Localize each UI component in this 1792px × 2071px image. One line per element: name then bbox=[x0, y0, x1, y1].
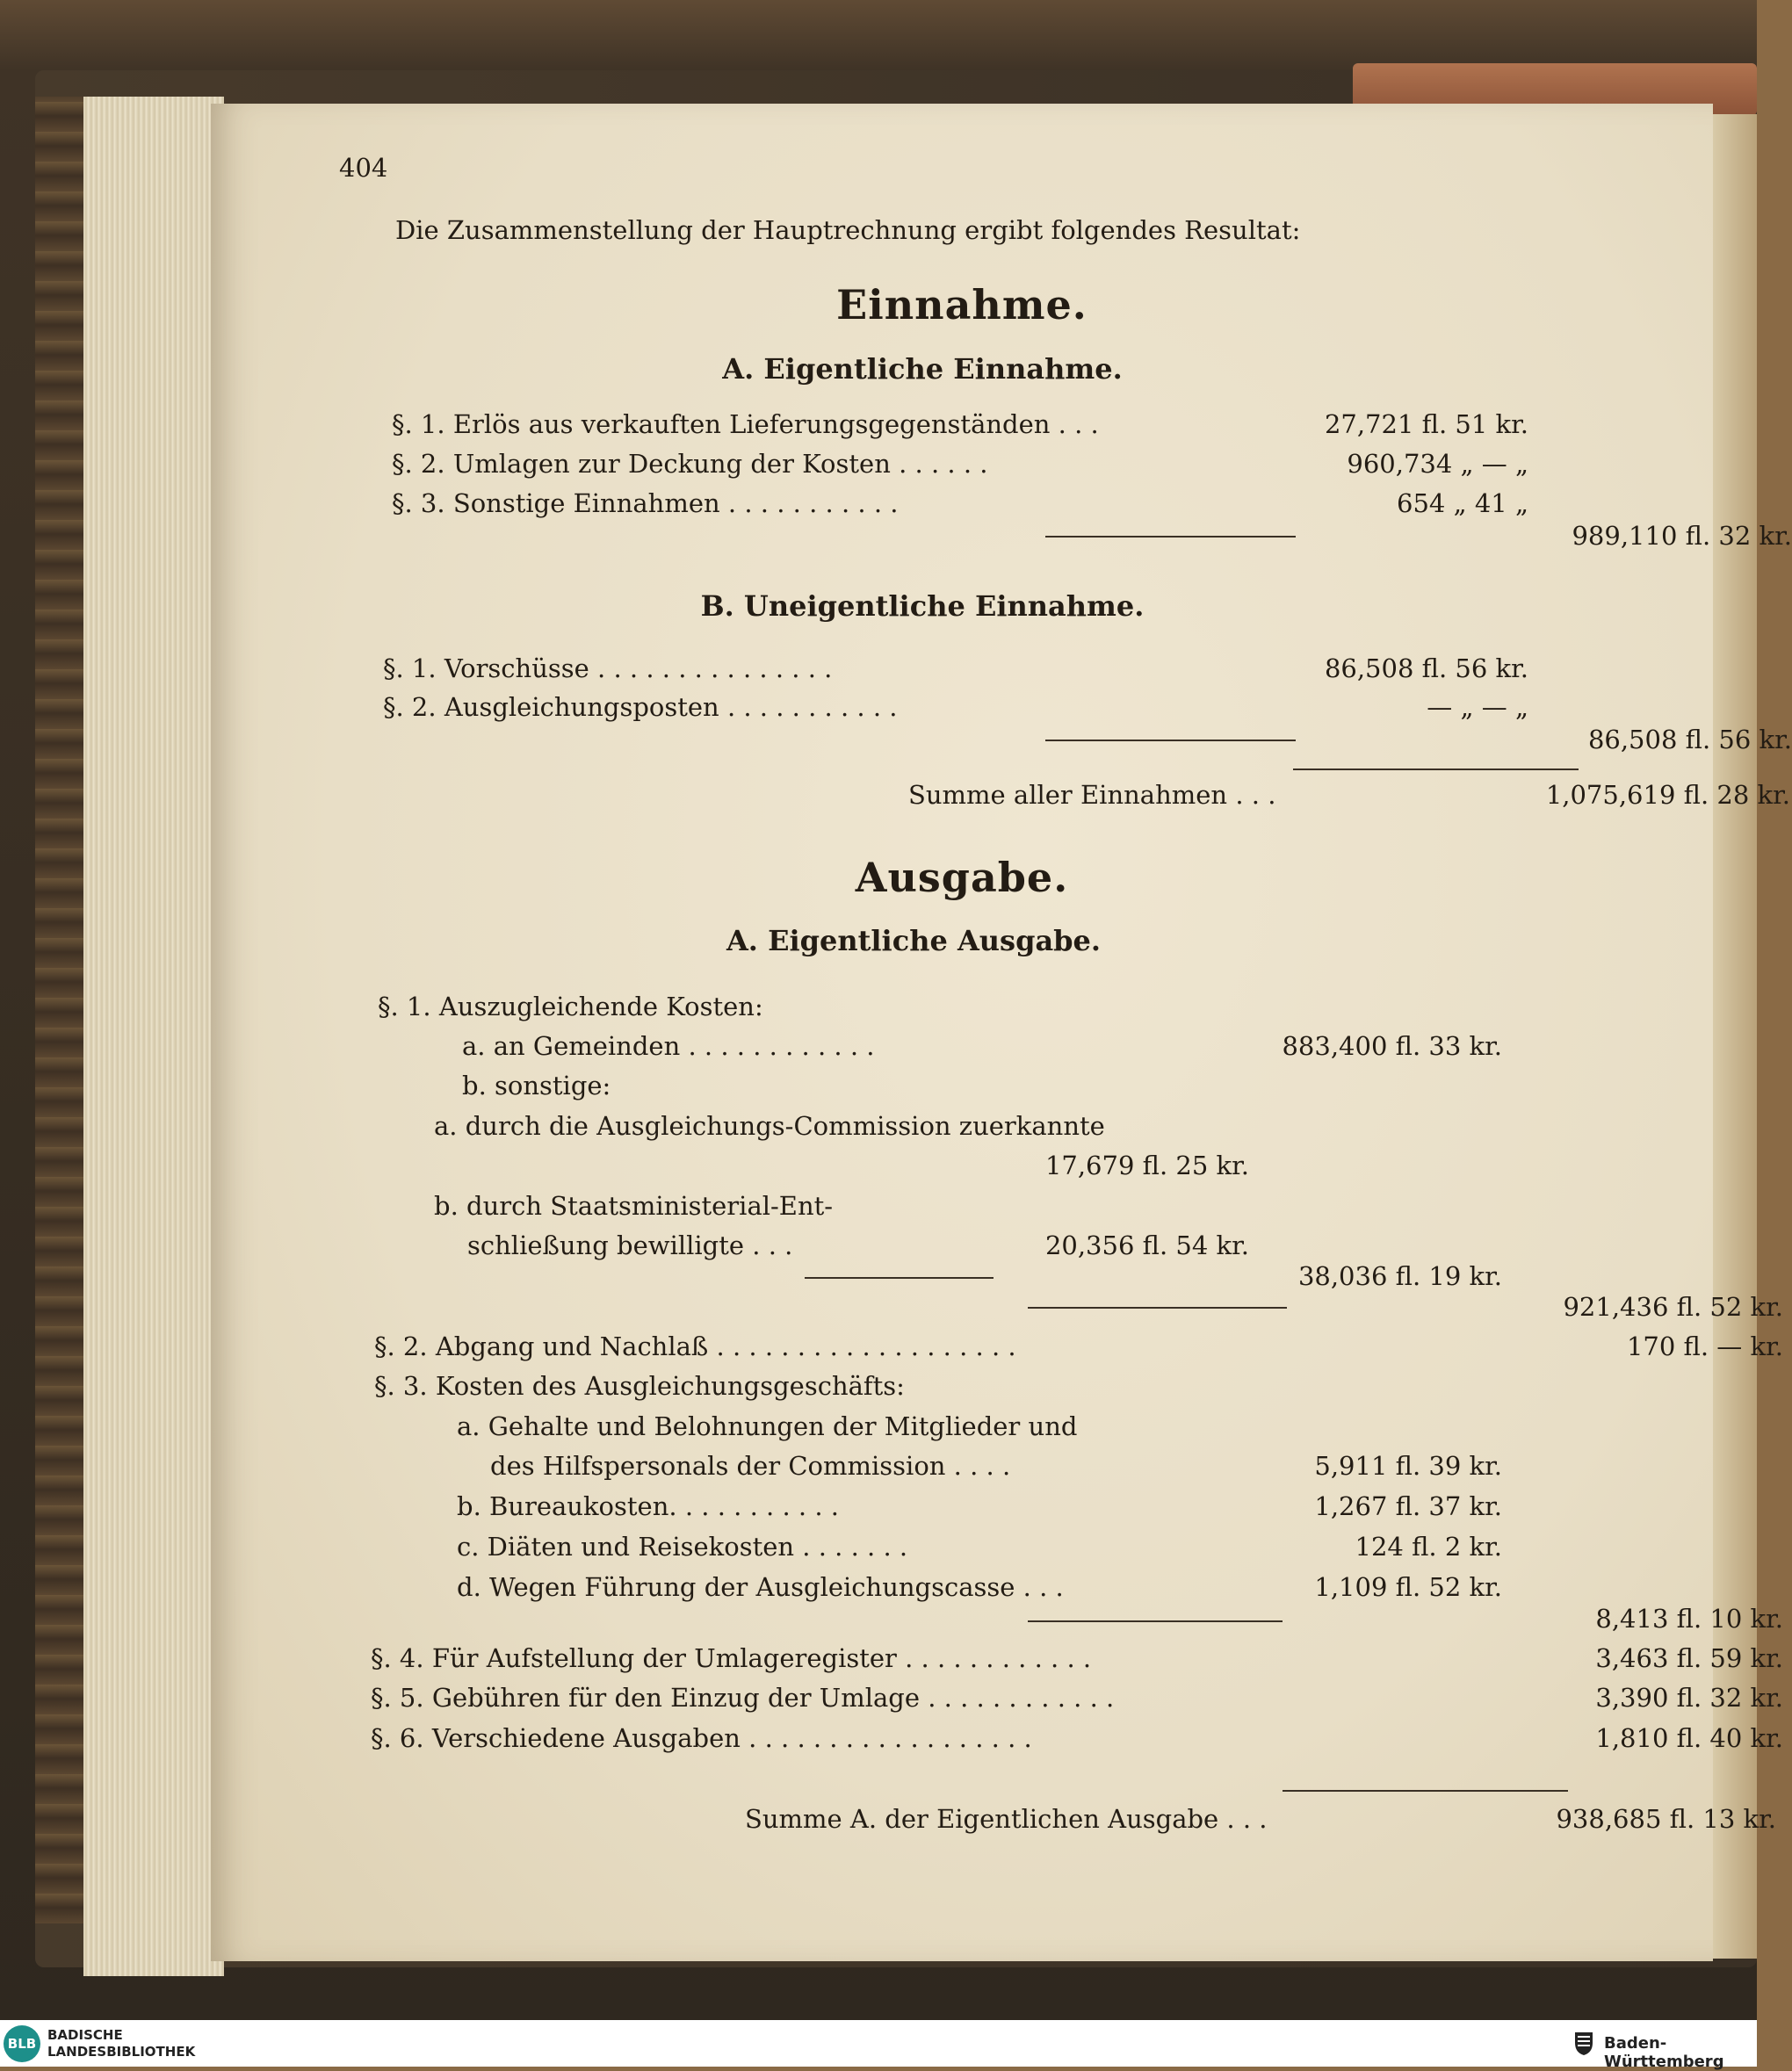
ausgabe-p6-amount: 1,810 fl. 40 kr. bbox=[1595, 1723, 1783, 1753]
ausgabe-p3-label: §. 3. Kosten des Ausgleichungsgeschäfts: bbox=[374, 1371, 905, 1401]
ausgabe-p1-bb-label-cont: schließung bewilligte . . . bbox=[467, 1230, 793, 1260]
ausgabe-p2-amount: 170 fl. — kr. bbox=[1626, 1331, 1783, 1361]
ausgabe-p3-d-label: d. Wegen Führung der Ausgleichungscasse . . . bbox=[457, 1572, 1064, 1602]
ausgabe-p3-d-amount: 1,109 fl. 52 kr. bbox=[1314, 1572, 1502, 1602]
ausgabe-p1-total: 921,436 fl. 52 kr. bbox=[1563, 1292, 1783, 1322]
einnahme-a-row-label: §. 1. Erlös aus verkauften Lieferungsgegenständen . . . bbox=[392, 409, 1099, 439]
einnahme-b-row-label: §. 1. Vorschüsse . . . . . . . . . . . . . . . bbox=[383, 653, 833, 683]
subtotal-rule bbox=[805, 1277, 994, 1279]
ausgabe-p3-b-amount: 1,267 fl. 37 kr. bbox=[1314, 1491, 1502, 1521]
subtotal-rule bbox=[1028, 1307, 1287, 1309]
footer-bar bbox=[0, 2020, 1757, 2067]
ausgabe-heading: Ausgabe. bbox=[855, 854, 1069, 901]
einnahme-b-heading: B. Uneigentliche Einnahme. bbox=[700, 589, 1145, 623]
book-page bbox=[211, 104, 1792, 1961]
ausgabe-p3-c-label: c. Diäten und Reisekosten . . . . . . . bbox=[457, 1532, 908, 1562]
ausgabe-p1-bb-amount: 20,356 fl. 54 kr. bbox=[1044, 1230, 1249, 1260]
ausgabe-p1-bb-label: b. durch Staatsministerial-Ent- bbox=[434, 1191, 834, 1221]
einnahme-a-heading: A. Eigentliche Einnahme. bbox=[722, 352, 1123, 386]
einnahme-b-row-label: §. 2. Ausgleichungsposten . . . . . . . . . . . bbox=[383, 692, 898, 722]
ausgabe-p3-total: 8,413 fl. 10 kr. bbox=[1595, 1604, 1783, 1634]
ausgabe-p1-ba-amount: 17,679 fl. 25 kr. bbox=[1044, 1151, 1249, 1180]
einnahme-a-row-amount: 654 „ 41 „ bbox=[1397, 488, 1528, 518]
ausgabe-p3-a-amount: 5,911 fl. 39 kr. bbox=[1314, 1451, 1502, 1481]
ausgabe-p1-a-label: a. an Gemeinden . . . . . . . . . . . . bbox=[462, 1031, 875, 1061]
coat-of-arms-icon bbox=[1572, 2029, 1595, 2057]
ausgabe-a-heading: A. Eigentliche Ausgabe. bbox=[726, 924, 1102, 957]
ausgabe-p3-b-label: b. Bureaukosten. . . . . . . . . . . bbox=[457, 1491, 839, 1521]
ausgabe-p5-amount: 3,390 fl. 32 kr. bbox=[1595, 1683, 1783, 1713]
einnahmen-sum-value: 1,075,619 fl. 28 kr. bbox=[1545, 780, 1790, 810]
ausgabe-p1-b-total: 38,036 fl. 19 kr. bbox=[1297, 1261, 1502, 1291]
ausgabe-p5-label: §. 5. Gebühren für den Einzug der Umlage . . . . . . . . . . . . bbox=[371, 1683, 1115, 1713]
page-number: 404 bbox=[339, 153, 388, 183]
total-rule bbox=[1293, 769, 1579, 770]
subtotal-rule bbox=[1045, 536, 1296, 538]
blb-logo-icon: BLB bbox=[4, 2025, 40, 2062]
einnahme-a-total: 989,110 fl. 32 kr. bbox=[1572, 521, 1792, 551]
ausgabe-p1-b-label: b. sonstige: bbox=[462, 1071, 611, 1100]
einnahme-a-row-label: §. 2. Umlagen zur Deckung der Kosten . . . . . . bbox=[392, 449, 988, 479]
library-name-line2: LANDESBIBLIOTHEK bbox=[47, 2044, 196, 2060]
ausgabe-sum-value: 938,685 fl. 13 kr. bbox=[1556, 1804, 1776, 1834]
book-spine bbox=[35, 97, 88, 1923]
right-page-edge bbox=[1713, 114, 1757, 1959]
einnahme-heading: Einnahme. bbox=[836, 281, 1087, 328]
einnahmen-sum-label: Summe aller Einnahmen . . . bbox=[908, 780, 1276, 810]
total-rule bbox=[1283, 1790, 1568, 1792]
einnahme-b-row-amount: 86,508 fl. 56 kr. bbox=[1324, 653, 1528, 683]
ausgabe-p4-amount: 3,463 fl. 59 kr. bbox=[1595, 1643, 1783, 1673]
subtotal-rule bbox=[1045, 740, 1296, 741]
ausgabe-p4-label: §. 4. Für Aufstellung der Umlageregister . . . . . . . . . . . . bbox=[371, 1643, 1092, 1673]
ausgabe-sum-label: Summe A. der Eigentlichen Ausgabe . . . bbox=[745, 1804, 1268, 1834]
einnahme-b-total: 86,508 fl. 56 kr. bbox=[1587, 725, 1792, 754]
ausgabe-p3-a-label-cont: des Hilfspersonals der Commission . . . . bbox=[490, 1451, 1011, 1481]
ausgabe-p3-c-amount: 124 fl. 2 kr. bbox=[1355, 1532, 1502, 1562]
subtotal-rule bbox=[1028, 1620, 1283, 1622]
einnahme-a-row-amount: 27,721 fl. 51 kr. bbox=[1324, 409, 1528, 439]
einnahme-b-row-amount: — „ — „ bbox=[1427, 692, 1528, 722]
ausgabe-p1-label: §. 1. Auszugleichende Kosten: bbox=[378, 992, 763, 1021]
library-name-line1: BADISCHE bbox=[47, 2027, 123, 2043]
ausgabe-p1-a-amount: 883,400 fl. 33 kr. bbox=[1282, 1031, 1502, 1061]
intro-text: Die Zusammenstellung der Hauptrechnung ergibt folgendes Resultat: bbox=[395, 215, 1301, 245]
einnahme-a-row-amount: 960,734 „ — „ bbox=[1347, 449, 1528, 479]
ausgabe-p6-label: §. 6. Verschiedene Ausgaben . . . . . . . . . . . . . . . . . . bbox=[371, 1723, 1032, 1753]
state-name: Baden-Württemberg bbox=[1604, 2034, 1724, 2071]
page-edges bbox=[83, 97, 224, 1976]
ausgabe-p1-ba-label: a. durch die Ausgleichungs-Commission zuerkannte bbox=[434, 1111, 1105, 1141]
ausgabe-p2-label: §. 2. Abgang und Nachlaß . . . . . . . . . . . . . . . . . . . bbox=[374, 1331, 1016, 1361]
einnahme-a-row-label: §. 3. Sonstige Einnahmen . . . . . . . . . . . bbox=[392, 488, 899, 518]
ausgabe-p3-a-label: a. Gehalte und Belohnungen der Mitglieder und bbox=[457, 1411, 1078, 1441]
library-name bbox=[47, 2027, 195, 2060]
